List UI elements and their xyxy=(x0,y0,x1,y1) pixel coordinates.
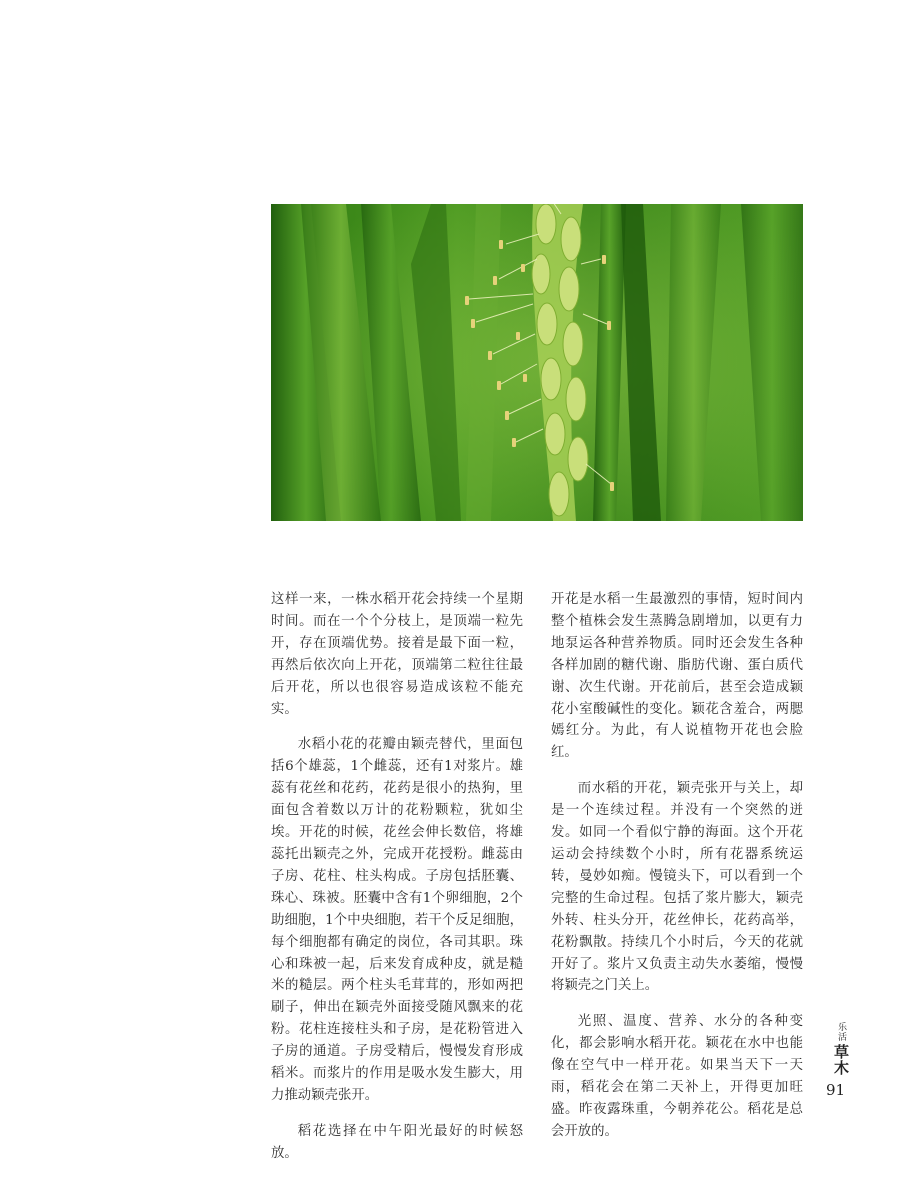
section-label-big: 草木 xyxy=(832,1044,850,1076)
paragraph: 这样一来，一株水稻开花会持续一个星期时间。而在一个个分枝上，是顶端一粒先开，存在顶端优势。接着是最下面一粒，再然后依次向上开花，顶端第二粒往往最后开花，所以也很容易造成该粒不能充实。 xyxy=(271,592,523,717)
rice-flower-photo xyxy=(271,204,803,521)
page-number: 91 xyxy=(826,1081,846,1099)
rice-flower-illustration xyxy=(271,204,803,521)
paragraph: 而水稻的开花，颖壳张开与关上，却是一个连续过程。并没有一个突然的迸发。如同一个看似宁静的海面。这个开花运动会持续数个小时，所有花器系统运转，曼妙如痴。慢镜头下，可以看到一个完整的生命过程。包括了浆片膨大，颖壳外转、柱头分开，花丝伸长，花药高举，花粉飘散。持续几个小时后，今天的花就开好了。浆片又负责主动失水萎缩，慢慢将颖壳之门关上。 xyxy=(551,781,803,994)
section-label-small: 乐活 xyxy=(836,1022,846,1042)
article-column-left xyxy=(271,589,523,1179)
section-label xyxy=(822,1022,852,1076)
paragraph: 光照、温度、营养、水分的各种变化，都会影响水稻开花。颖花在水中也能像在空气中一样开花。如果当天下一天雨，稻花会在第二天补上，开得更加旺盛。昨夜露珠重，今朝养花公。稻花是总会开放的。 xyxy=(551,1014,803,1139)
article-column-right xyxy=(551,589,803,1157)
paragraph: 水稻小花的花瓣由颖壳替代，里面包括6个雄蕊，1个雌蕊，还有1对浆片。雄蕊有花丝和花药，花药是很小的热狗，里面包含着数以万计的花粉颗粒，犹如尘埃。开花的时候，花丝会伸长数倍，将雄蕊托出颖壳之外，完成开花授粉。雌蕊由子房、花柱、柱头构成。子房包括胚囊、珠心、珠被。胚囊中含有1个卵细胞，2个助细胞，1个中央细胞，若干个反足细胞，每个细胞都有确定的岗位，各司其职。珠心和珠被一起，后来发育成种皮，就是糙米的糙层。两个柱头毛茸茸的，形如两把刷子，伸出在颖壳外面接受随风飘来的花粉。花柱连接柱头和子房，是花粉管进入子房的通道。子房受精后，慢慢发育形成稻米。而浆片的作用是吸水发生膨大，用力推动颖壳张开。 xyxy=(271,737,523,1103)
paragraph: 稻花选择在中午阳光最好的时候怒放。 xyxy=(271,1123,523,1161)
paragraph: 开花是水稻一生最激烈的事情，短时间内整个植株会发生蒸腾急剧增加，以更有力地泵运各种营养物质。同时还会发生各种各样加剧的糖代谢、脂肪代谢、蛋白质代谢、次生代谢。开花前后，甚至会造成颖花小室酸碱性的变化。颖花含羞合，两腮嫣红分。为此，有人说植物开花也会脸红。 xyxy=(551,592,803,761)
